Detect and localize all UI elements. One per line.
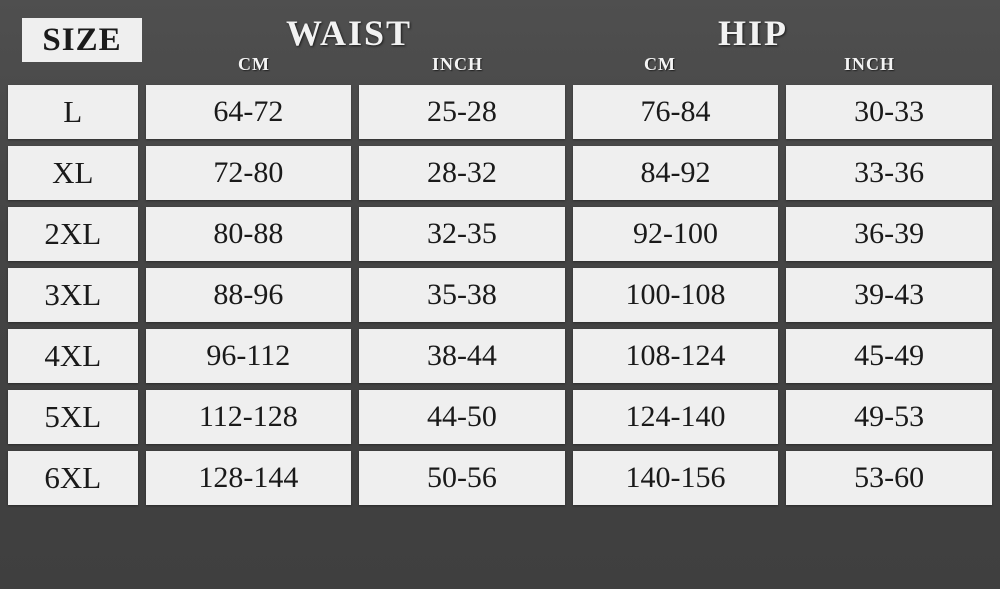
cell-size: L xyxy=(8,85,138,139)
waist-group-header: WAIST xyxy=(286,13,413,53)
hip-cm-unit-label: CM xyxy=(644,54,676,74)
cell-hip-cm: 76-84 xyxy=(573,85,779,139)
cell-hip-inch: 39-43 xyxy=(786,268,992,322)
cell-size: XL xyxy=(8,146,138,200)
chart-header xyxy=(0,0,1000,78)
cell-waist-inch: 38-44 xyxy=(359,329,565,383)
cell-hip-cm: 92-100 xyxy=(573,207,779,261)
cell-waist-inch: 28-32 xyxy=(359,146,565,200)
cell-waist-inch: 25-28 xyxy=(359,85,565,139)
cell-waist-inch: 32-35 xyxy=(359,207,565,261)
cell-hip-cm: 100-108 xyxy=(573,268,779,322)
cell-hip-inch: 45-49 xyxy=(786,329,992,383)
table-row xyxy=(8,207,992,261)
size-column-header: SIZE xyxy=(22,18,142,62)
cell-waist-cm: 72-80 xyxy=(146,146,352,200)
cell-size: 5XL xyxy=(8,390,138,444)
cell-hip-cm: 140-156 xyxy=(573,451,779,505)
table-row xyxy=(8,451,992,505)
cell-hip-inch: 33-36 xyxy=(786,146,992,200)
cell-size: 2XL xyxy=(8,207,138,261)
hip-inch-unit-label: INCH xyxy=(844,54,896,74)
cell-waist-cm: 112-128 xyxy=(146,390,352,444)
cell-hip-inch: 53-60 xyxy=(786,451,992,505)
waist-inch-unit-label: INCH xyxy=(432,54,484,74)
cell-size: 4XL xyxy=(8,329,138,383)
waist-cm-unit-label: CM xyxy=(238,54,270,74)
cell-size: 6XL xyxy=(8,451,138,505)
cell-hip-cm: 84-92 xyxy=(573,146,779,200)
cell-waist-cm: 88-96 xyxy=(146,268,352,322)
table-row xyxy=(8,268,992,322)
cell-waist-inch: 35-38 xyxy=(359,268,565,322)
table-row xyxy=(8,85,992,139)
cell-waist-cm: 128-144 xyxy=(146,451,352,505)
size-table xyxy=(0,78,1000,512)
cell-hip-cm: 108-124 xyxy=(573,329,779,383)
cell-size: 3XL xyxy=(8,268,138,322)
cell-hip-inch: 49-53 xyxy=(786,390,992,444)
cell-waist-inch: 50-56 xyxy=(359,451,565,505)
cell-hip-cm: 124-140 xyxy=(573,390,779,444)
cell-waist-cm: 96-112 xyxy=(146,329,352,383)
table-row xyxy=(8,146,992,200)
cell-waist-cm: 64-72 xyxy=(146,85,352,139)
cell-hip-inch: 30-33 xyxy=(786,85,992,139)
cell-waist-inch: 44-50 xyxy=(359,390,565,444)
table-row xyxy=(8,329,992,383)
table-row xyxy=(8,390,992,444)
hip-group-header: HIP xyxy=(718,13,789,53)
cell-waist-cm: 80-88 xyxy=(146,207,352,261)
cell-hip-inch: 36-39 xyxy=(786,207,992,261)
